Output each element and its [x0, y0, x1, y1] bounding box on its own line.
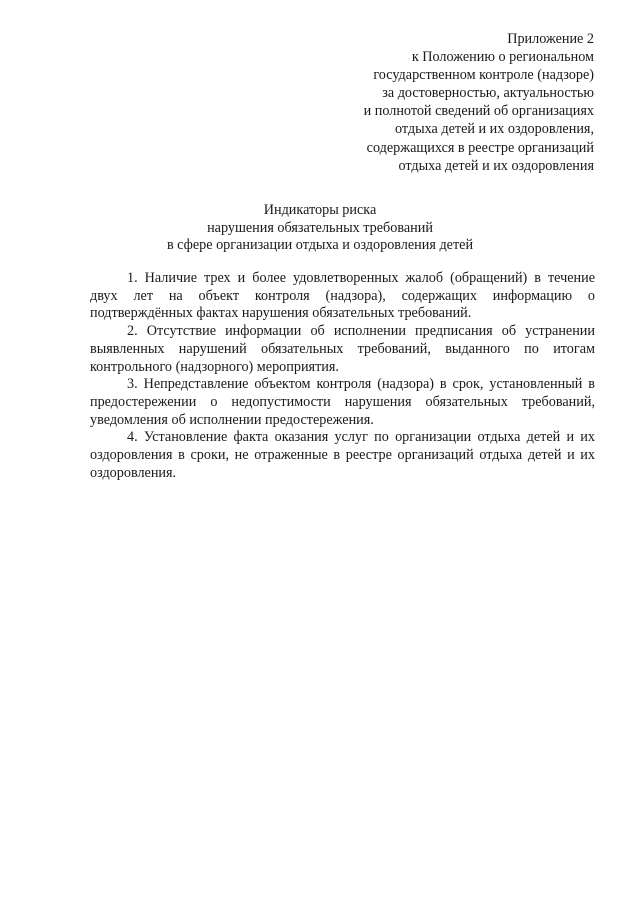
appendix-header: [364, 30, 594, 175]
appendix-line: Приложение 2: [507, 31, 594, 47]
indicator-item-1: 1. Наличие трех и более удовлетворенных жалоб (обращений) в течение двух лет на объект контроля (надзора), содержащих информацию о подтверждённых фактах нарушения обязательных требований.: [90, 270, 595, 322]
document-title: [80, 202, 560, 255]
title-line: Индикаторы риска: [263, 202, 377, 218]
title-line: нарушения обязательных требований: [207, 219, 433, 236]
appendix-line: отдыха детей и их оздоровления: [398, 157, 594, 174]
title-line: в сфере организации отдыха и оздоровления детей: [166, 237, 474, 254]
appendix-line: к Положению о региональном: [411, 49, 594, 66]
appendix-line: государственном контроле (надзоре): [373, 67, 594, 84]
appendix-line: за достоверностью, актуальностью: [382, 85, 594, 102]
appendix-line: отдыха детей и их оздоровления,: [394, 121, 594, 138]
indicator-item-4: 4. Установление факта оказания услуг по организации отдыха детей и их оздоровления в сроки, не отраженные в реестре организаций отдыха детей и их оздоровления.: [90, 429, 595, 481]
risk-indicators-list: [90, 270, 595, 482]
indicator-item-3: 3. Непредставление объектом контроля (надзора) в срок, установленный в предостережении о недопустимости нарушения обязательных требований, уведомления об исполнении предостережения.: [90, 376, 595, 428]
appendix-line: содержащихся в реестре организаций: [366, 139, 594, 156]
indicator-item-2: 2. Отсутствие информации об исполнении предписания об устранении выявленных нарушений обязательных требований, выданного по итогам контрольного (надзорного) мероприятия.: [90, 323, 595, 375]
appendix-line: и полнотой сведений об организациях: [363, 103, 594, 120]
